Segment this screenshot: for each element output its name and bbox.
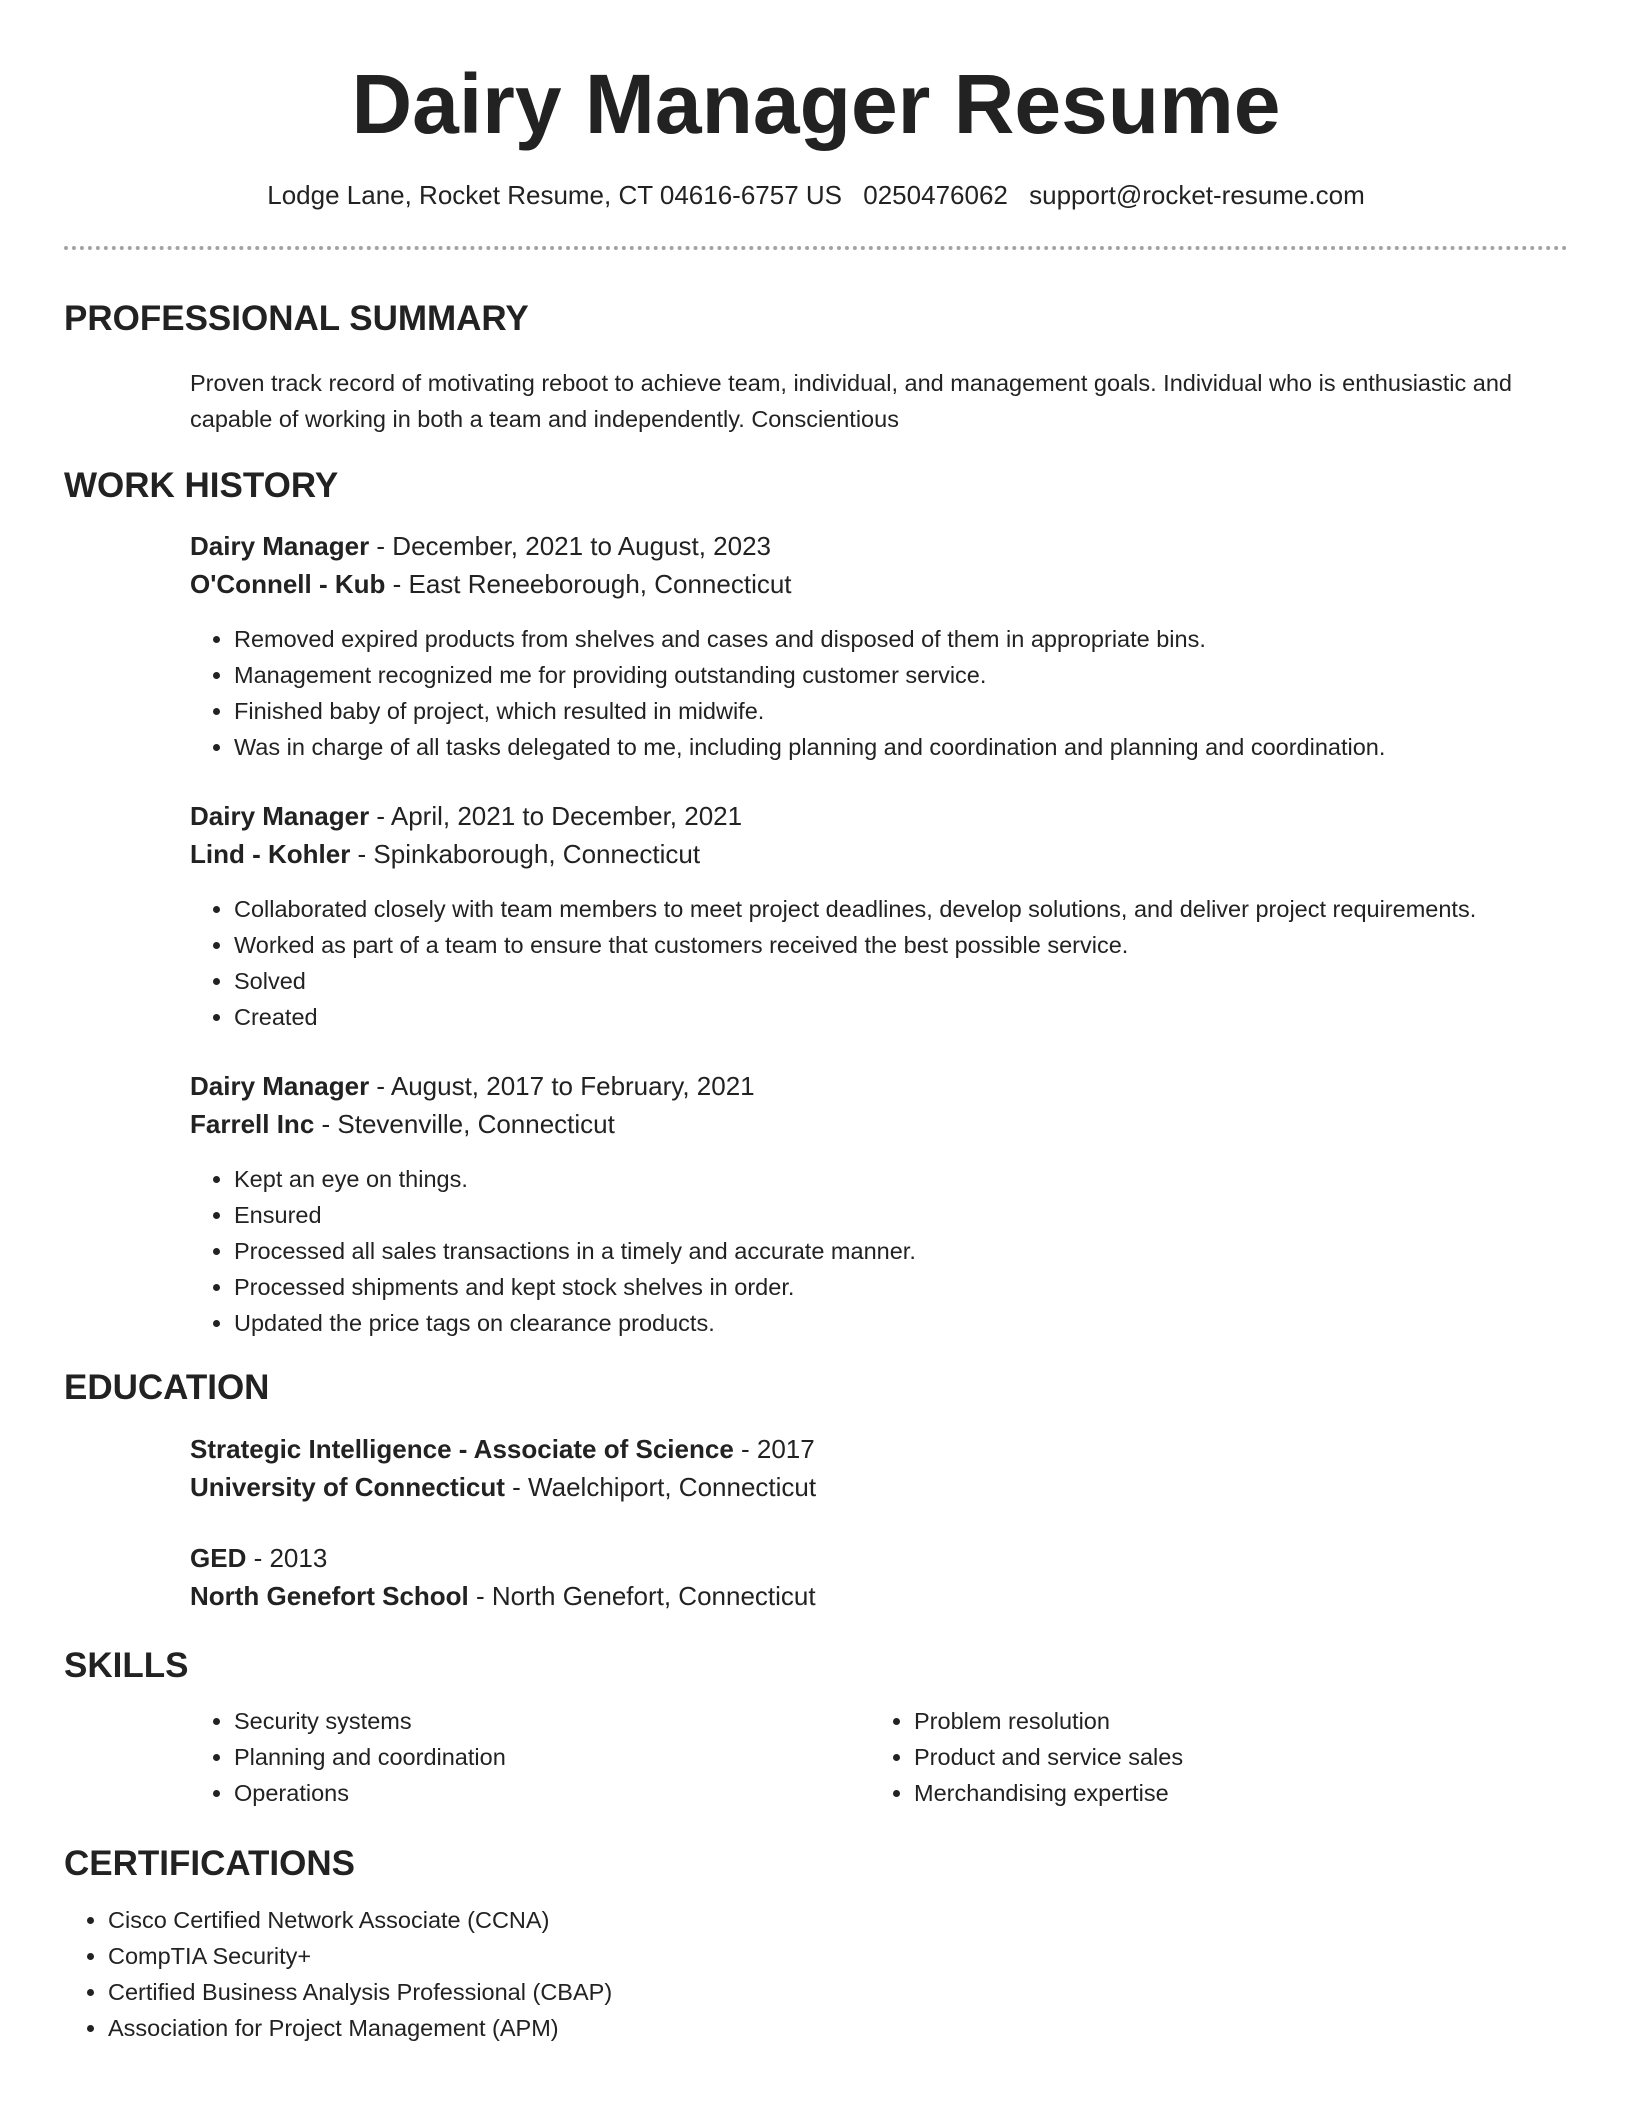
list-item: • Worked as part of a team to ensure that customers received the best possible service. <box>234 927 1568 963</box>
job-dates: - December, 2021 to August, 2023 <box>369 531 772 561</box>
certifications-list <box>64 1902 1568 2046</box>
skill-item: • Product and service sales <box>914 1739 1550 1775</box>
section-heading-summary: PROFESSIONAL SUMMARY <box>64 299 529 338</box>
job-company: O'Connell - Kub <box>190 569 386 599</box>
degree-year: - 2013 <box>246 1542 328 1573</box>
job-company: Farrell Inc <box>190 1109 315 1139</box>
certification-item: • Cisco Certified Network Associate (CCNA) <box>108 1902 1568 1938</box>
resume-page <box>64 0 1568 2046</box>
list-item: • Finished baby of project, which resulted in midwife. <box>234 693 1568 729</box>
certification-item: • CompTIA Security+ <box>108 1938 1568 1974</box>
skill-item: • Problem resolution <box>914 1703 1550 1739</box>
school-name: North Genefort School <box>190 1580 469 1611</box>
list-item: • Created <box>234 999 1568 1035</box>
job-entry <box>190 1067 1568 1341</box>
degree-line <box>190 1430 1568 1468</box>
degree-year: - 2017 <box>733 1433 815 1464</box>
job-dates: - August, 2017 to February, 2021 <box>369 1071 755 1101</box>
skills-section <box>64 1647 1568 1812</box>
job-location: - East Reneeborough, Connecticut <box>385 569 792 599</box>
list-item: • Updated the price tags on clearance products. <box>234 1305 1568 1341</box>
job-title: Dairy Manager <box>190 531 370 561</box>
job-bullets <box>190 891 1568 1035</box>
job-title: Dairy Manager <box>190 801 370 831</box>
header-divider <box>64 246 1568 250</box>
school-name: University of Connecticut <box>190 1471 505 1502</box>
summary-text: Proven track record of motivating reboot to achieve team, individual, and management goals. Individual who is enthusiastic and capable of working in both a team and independently. Conscientious <box>190 369 1512 432</box>
contact-phone: 0250476062 <box>863 180 1008 210</box>
job-location: - Stevenville, Connecticut <box>314 1109 615 1139</box>
certification-item: • Certified Business Analysis Professional (CBAP) <box>108 1974 1568 2010</box>
job-company-line <box>190 1105 1568 1143</box>
degree-name: GED <box>190 1542 247 1573</box>
summary-section <box>64 300 1568 437</box>
resume-title: Dairy Manager Resume <box>351 57 1281 151</box>
skill-item: • Security systems <box>234 1703 870 1739</box>
job-company-line <box>190 835 1568 873</box>
list-item: • Ensured <box>234 1197 1568 1233</box>
job-company-line <box>190 565 1568 603</box>
job-location: - Spinkaborough, Connecticut <box>350 839 701 869</box>
certification-item: • Association for Project Management (APM) <box>108 2010 1568 2046</box>
list-item: • Management recognized me for providing outstanding customer service. <box>234 657 1568 693</box>
job-title: Dairy Manager <box>190 1071 370 1101</box>
education-entry <box>190 1430 1568 1506</box>
school-location: - Waelchiport, Connecticut <box>504 1471 817 1502</box>
contact-address: Lodge Lane, Rocket Resume, CT 04616-6757 US <box>267 180 843 210</box>
job-company: Lind - Kohler <box>190 839 351 869</box>
list-item: • Removed expired products from shelves and cases and disposed of them in appropriate bins. <box>234 621 1568 657</box>
education-entry <box>190 1539 1568 1615</box>
job-dates: - April, 2021 to December, 2021 <box>369 801 743 831</box>
job-bullets <box>190 1161 1568 1341</box>
job-title-line <box>190 527 1568 565</box>
certifications-section <box>64 1845 1568 2046</box>
section-heading-education: EDUCATION <box>64 1368 270 1407</box>
work-section <box>64 467 1568 1342</box>
list-item: • Was in charge of all tasks delegated to me, including planning and coordination and planning and coordination. <box>234 729 1568 765</box>
school-line <box>190 1577 1568 1615</box>
contact-email: support@rocket-resume.com <box>1029 180 1365 210</box>
job-title-line <box>190 1067 1568 1105</box>
school-location: - North Genefort, Connecticut <box>468 1580 816 1611</box>
list-item: • Kept an eye on things. <box>234 1161 1568 1197</box>
job-title-line <box>190 797 1568 835</box>
section-heading-certifications: CERTIFICATIONS <box>64 1844 356 1883</box>
skill-item: • Planning and coordination <box>234 1739 870 1775</box>
degree-line <box>190 1539 1568 1577</box>
section-heading-skills: SKILLS <box>64 1645 189 1685</box>
section-heading-work: WORK HISTORY <box>64 465 339 505</box>
skills-grid <box>190 1703 1568 1811</box>
skills-column-right <box>870 1703 1550 1811</box>
job-entry <box>190 527 1568 765</box>
list-item: • Solved <box>234 963 1568 999</box>
education-section <box>64 1369 1568 1615</box>
skill-item: • Merchandising expertise <box>914 1775 1550 1811</box>
degree-name: Strategic Intelligence - Associate of Science <box>190 1433 734 1464</box>
school-line <box>190 1468 1568 1506</box>
list-item: • Processed all sales transactions in a timely and accurate manner. <box>234 1233 1568 1269</box>
skill-item: • Operations <box>234 1775 870 1811</box>
list-item: • Collaborated closely with team members to meet project deadlines, develop solutions, and deliver project requirements. <box>234 891 1568 927</box>
skills-column-left <box>190 1703 870 1811</box>
contact-line <box>64 180 1568 211</box>
list-item: • Processed shipments and kept stock shelves in order. <box>234 1269 1568 1305</box>
job-bullets <box>190 621 1568 765</box>
job-entry <box>190 797 1568 1035</box>
